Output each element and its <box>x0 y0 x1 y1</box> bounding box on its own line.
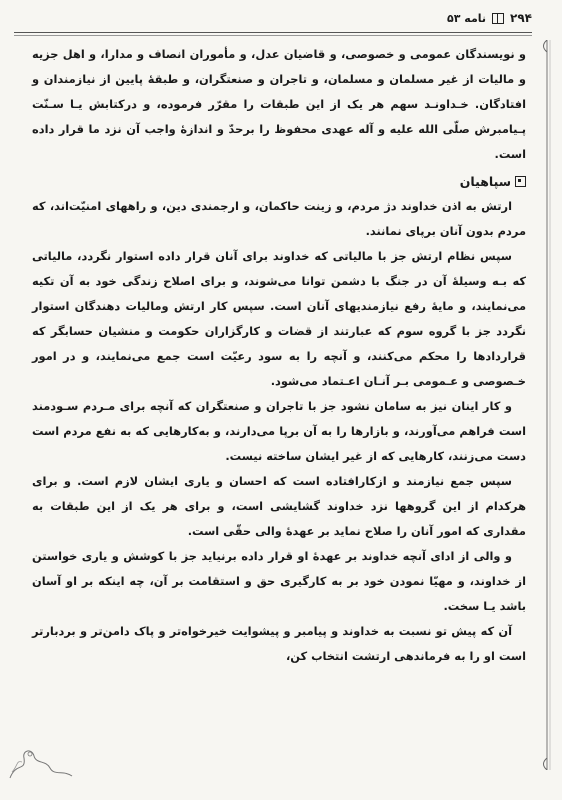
corner-ornament <box>6 742 76 782</box>
page-text <box>32 42 526 669</box>
letter-label: نامه ۵۳ <box>447 11 487 25</box>
page-number: ۲۹۴ <box>510 11 532 25</box>
paragraph: سپس جمع نیازمند و ازکارافتاده است که احسان و یاری ایشان لازم است. و برای هرکدام از این گروهها نزد خداوند گشایشی است، و برای هر یک از این طبقات به مقداری که امور آنان را صلاح نماید بر عهدهٔ والی حقّی است. <box>32 474 526 538</box>
paragraph: و کار اینان نیز به سامان نشود جز با تاجران و صنعتگران که آنچه برای مـردم سـودمند است فراهم می‌آورند، و بازارها را به آن برپا می‌دارند، و به‌کارهایی که به نفع مردم است دست می‌زنند، کارهایی که از غیر ایشان ساخته نیست. <box>32 399 526 463</box>
square-bullet-icon <box>515 176 526 187</box>
paragraph: آن که پیش تو نسبت به خداوند و پیامبر و پیشوایت خیرخواه‌تر و پاک دامن‌تر و بردبارتر است او را به فرماندهی ارتشت انتخاب کن، <box>32 624 526 663</box>
section-heading-text: سپاهیان <box>459 174 511 189</box>
paragraph: سپس نظام ارتش جز با مالیاتی که خداوند برای آنان قرار داده استوار نگردد، مالیاتی که بـه وسیلهٔ آن در جنگ با دشمن توانا می‌شوند، و برای اصلاح زندگی خود به آن تکیه می‌نمایند، و مایهٔ رفع نیازمندیهای آنان است. سپس کار ارتش ومالیات دهندگان استوار نگردد جز با گروه سوم که عبارتند از قضات و کارگزاران حکومت و منشیان حسابگر که قراردادها را محکم می‌کنند، و آنچه را به سود رعیّت است جمع می‌نمایند، و در امور خـصوصی و عـمومی بـر آنـان اعـتماد می‌شود. <box>32 249 526 388</box>
decorative-border <box>538 40 552 770</box>
page-header <box>14 6 532 30</box>
header-rule-secondary <box>14 35 532 36</box>
header-rule <box>14 32 532 33</box>
paragraph: ارتش به اذن خداوند دژ مردم، و زینت حاکمان، و ارجمندی دین، و راههای امنیّت‌اند، که مردم بدون آنان برپای نمانند. <box>32 199 526 238</box>
paragraph: و والی از ادای آنچه خداوند بر عهدهٔ او قرار داده برنیاید جز با کوشش و یاری خواستن از خداوند، و مهیّا نمودن خود بر به کارگیری حق و استقامت بر آن، چه اینکه بر او آسان باشد یـا سخت. <box>32 549 526 613</box>
section-heading <box>32 169 526 194</box>
book-icon <box>492 13 504 24</box>
paragraph: و نویسندگان عمومی و خصوصی، و قاضیان عدل، و مأموران انصاف و مدارا، و اهل جزیه و مالیات از غیر مسلمان و مسلمان، و تاجران و صنعتگران، و طبقهٔ پایین از نیازمندان و افتادگان. خـداونـد سهم هر یک از این طبقات را مقرّر فرموده، و درکتابش یـا سـنّت پـیامبرش صلّی الله علیه و آله عهدی محفوظ را برحدّ و اندازهٔ واجب آن نزد ما قرار داده است. <box>32 47 526 161</box>
